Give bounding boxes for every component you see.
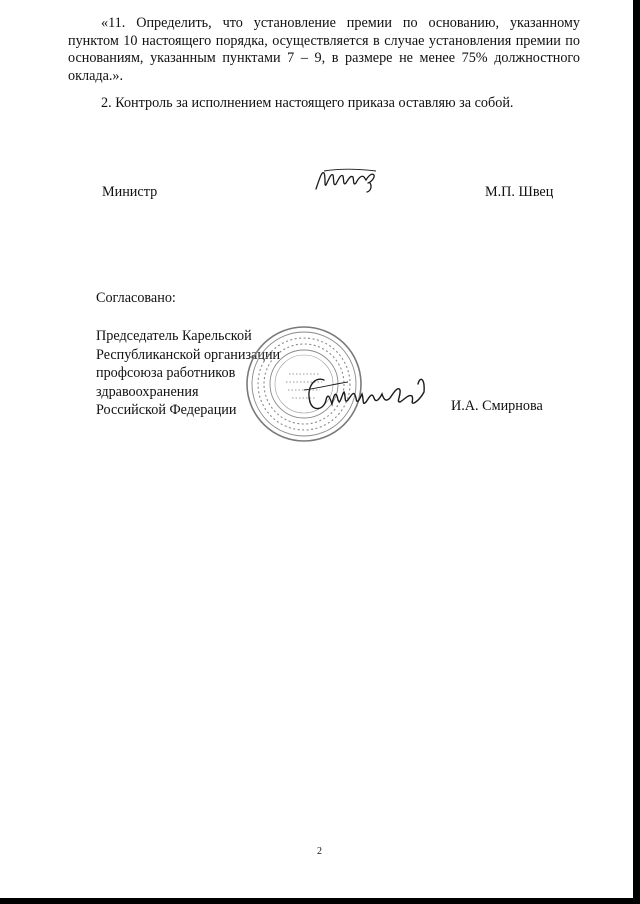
org-line: здравоохранения bbox=[96, 383, 199, 400]
org-line: профсоюза работников bbox=[96, 365, 236, 382]
minister-signature bbox=[312, 165, 392, 195]
approval-label: Согласовано: bbox=[96, 290, 176, 306]
approver-name: И.А. Смирнова bbox=[451, 398, 543, 414]
org-line: Председатель Карельской bbox=[96, 328, 252, 344]
scan-edge-bottom bbox=[0, 898, 640, 904]
approver-signature bbox=[300, 370, 435, 418]
page-number: 2 bbox=[317, 846, 322, 857]
paragraph-control: 2. Контроль за исполнением настоящего приказа оставляю за собой. bbox=[101, 95, 514, 111]
org-line: Российской Федерации bbox=[96, 402, 237, 419]
scan-edge-right bbox=[633, 0, 640, 904]
org-line: Республиканской организации bbox=[96, 346, 281, 363]
minister-name: М.П. Швец bbox=[485, 184, 554, 200]
paragraph-clause-11: «11. Определить, что установление премии по основанию, указанному пунктом 10 настоящего порядка, осуществляется в случае установления премии по основаниям, указанным пунктами 7 – 9, в размере не менее 75% должностного оклада.». bbox=[68, 15, 580, 84]
minister-title: Министр bbox=[102, 184, 158, 200]
